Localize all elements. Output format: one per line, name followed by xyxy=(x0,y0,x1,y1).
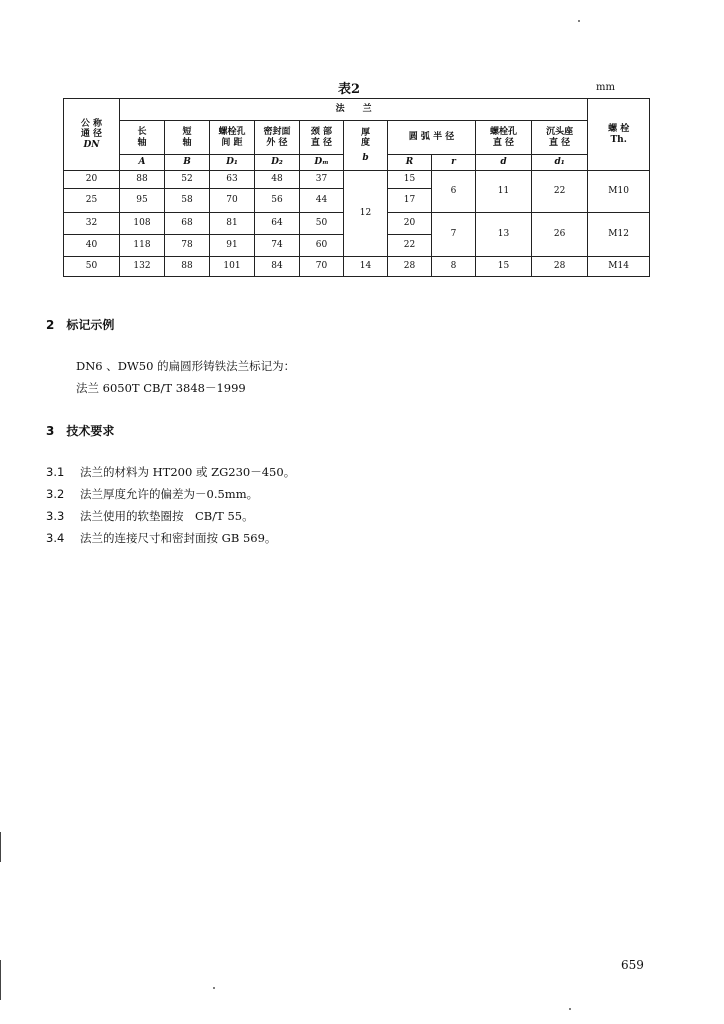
cell-d2: 84 xyxy=(255,257,300,277)
symbol-dm: Dₘ xyxy=(300,155,344,171)
cell-d1: 70 xyxy=(210,189,255,213)
cell-dm: 60 xyxy=(300,235,344,257)
cell-d2: 56 xyxy=(255,189,300,213)
requirement-item: 3.1 法兰的材料为 HT200 或 ZG230－450。 xyxy=(46,465,296,479)
cell-d2: 74 xyxy=(255,235,300,257)
cell-b: 78 xyxy=(165,235,210,257)
cell-dm: 44 xyxy=(300,189,344,213)
cell-big-r: 20 xyxy=(388,213,432,235)
cell-bolt: M10 xyxy=(588,171,650,213)
requirement-item: 3.3 法兰使用的软垫圈按 CB/T 55。 xyxy=(46,509,254,523)
cell-dn: 40 xyxy=(64,235,120,257)
marking-example-line-1: DN6 、DW50 的扁圆形铸铁法兰标记为： xyxy=(76,359,296,373)
cell-d: 13 xyxy=(476,213,532,257)
table-row xyxy=(64,257,650,277)
header-short-axis: 短 轴 xyxy=(165,121,210,155)
cell-d2: 48 xyxy=(255,171,300,189)
scan-speck xyxy=(569,1008,571,1010)
table-row xyxy=(64,171,650,189)
cell-dm: 50 xyxy=(300,213,344,235)
cell-d1-counterbore: 28 xyxy=(532,257,588,277)
cell-dn: 25 xyxy=(64,189,120,213)
header-counterbore-diameter: 沉头座 直 径 xyxy=(532,121,588,155)
cell-d1-counterbore: 22 xyxy=(532,171,588,213)
cell-d2: 64 xyxy=(255,213,300,235)
unit-label: mm xyxy=(596,82,615,93)
symbol-small-r: r xyxy=(432,155,476,171)
scan-speck xyxy=(213,987,215,989)
cell-dn: 20 xyxy=(64,171,120,189)
header-arc-radius: 圆 弧 半 径 xyxy=(388,121,476,155)
cell-big-r: 22 xyxy=(388,235,432,257)
cell-d1: 101 xyxy=(210,257,255,277)
cell-big-r: 28 xyxy=(388,257,432,277)
cell-big-r: 17 xyxy=(388,189,432,213)
scan-edge-mark xyxy=(0,832,1,862)
cell-a: 95 xyxy=(120,189,165,213)
cell-a: 88 xyxy=(120,171,165,189)
cell-dm: 37 xyxy=(300,171,344,189)
symbol-b: B xyxy=(165,155,210,171)
header-seal-outer-diameter: 密封面 外 径 xyxy=(255,121,300,155)
cell-d1: 63 xyxy=(210,171,255,189)
symbol-a: A xyxy=(120,155,165,171)
requirement-item: 3.2 法兰厚度允许的偏差为－0.5mm。 xyxy=(46,487,259,501)
cell-d1: 81 xyxy=(210,213,255,235)
header-neck-diameter: 颈 部 直 径 xyxy=(300,121,344,155)
requirement-item: 3.4 法兰的连接尺寸和密封面按 GB 569。 xyxy=(46,531,277,545)
cell-b: 88 xyxy=(165,257,210,277)
header-thickness: 厚 度 b xyxy=(344,121,388,171)
cell-d: 11 xyxy=(476,171,532,213)
flange-dimension-table xyxy=(63,98,650,277)
symbol-big-r: R xyxy=(388,155,432,171)
cell-a: 118 xyxy=(120,235,165,257)
marking-example-line-2: 法兰 6050T CB/T 3848－1999 xyxy=(76,381,246,395)
cell-small-r: 6 xyxy=(432,171,476,213)
symbol-d1-counterbore: d₁ xyxy=(532,155,588,171)
page-number: 659 xyxy=(621,958,644,972)
cell-b: 68 xyxy=(165,213,210,235)
cell-dn: 32 xyxy=(64,213,120,235)
cell-thickness: 14 xyxy=(344,257,388,277)
symbol-d: d xyxy=(476,155,532,171)
header-long-axis: 长 轴 xyxy=(120,121,165,155)
header-nominal-diameter: 公 称 通 径 DN xyxy=(64,99,120,171)
scan-speck xyxy=(578,20,580,22)
symbol-d2: D₂ xyxy=(255,155,300,171)
header-bolt-hole-diameter: 螺栓孔 直 径 xyxy=(476,121,532,155)
cell-b: 58 xyxy=(165,189,210,213)
cell-big-r: 15 xyxy=(388,171,432,189)
section-2-heading: 2 标记示例 xyxy=(46,318,115,332)
scan-edge-mark xyxy=(0,960,1,1000)
section-3-heading: 3 技术要求 xyxy=(46,424,115,438)
cell-dn: 50 xyxy=(64,257,120,277)
cell-b: 52 xyxy=(165,171,210,189)
cell-a: 132 xyxy=(120,257,165,277)
header-bolt-hole-spacing: 螺栓孔 间 距 xyxy=(210,121,255,155)
cell-d1-counterbore: 26 xyxy=(532,213,588,257)
header-bolt: 螺 栓 Th. xyxy=(588,99,650,171)
cell-d: 15 xyxy=(476,257,532,277)
cell-small-r: 8 xyxy=(432,257,476,277)
cell-bolt: M12 xyxy=(588,213,650,257)
cell-a: 108 xyxy=(120,213,165,235)
cell-thickness: 12 xyxy=(344,171,388,257)
cell-dm: 70 xyxy=(300,257,344,277)
cell-small-r: 7 xyxy=(432,213,476,257)
symbol-d1: D₁ xyxy=(210,155,255,171)
cell-bolt: M14 xyxy=(588,257,650,277)
table-title: 表2 xyxy=(338,82,361,97)
header-flange-group: 法 兰 xyxy=(120,99,588,121)
cell-d1: 91 xyxy=(210,235,255,257)
